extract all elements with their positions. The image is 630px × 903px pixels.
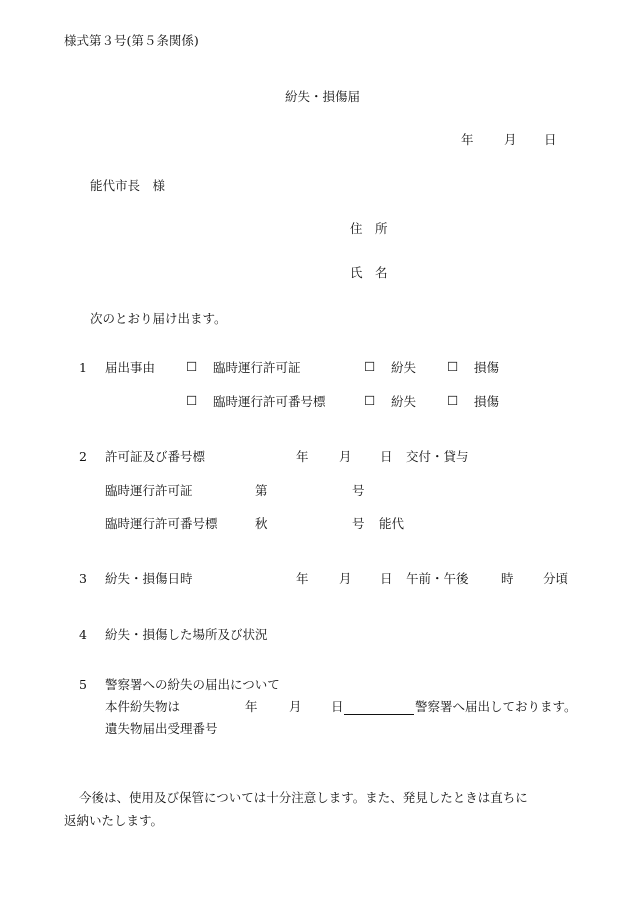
checkbox-plate[interactable]: ☐	[186, 393, 198, 408]
item5-year-label: 年	[245, 699, 258, 714]
item3-hour-label: 時	[501, 571, 514, 586]
address-label: 住 所	[350, 221, 388, 236]
item3-month-label: 月	[339, 571, 352, 586]
item5-line1-suffix: 警察署へ届出しております。	[415, 699, 577, 714]
police-station-blank[interactable]	[344, 714, 414, 715]
item3-number: 3	[79, 571, 87, 586]
item2-plate-label: 臨時運行許可番号標	[105, 516, 218, 531]
date-month-label: 月	[504, 132, 517, 147]
item3-day-label: 日	[380, 571, 393, 586]
item5-line2: 遺失物届出受理番号	[105, 721, 218, 736]
item3-ampm: 午前・午後	[406, 571, 469, 586]
item2-plate-prefix: 秋	[255, 516, 268, 531]
option-plate: 臨時運行許可番号標	[213, 394, 326, 409]
item5-month-label: 月	[289, 699, 302, 714]
checkbox-permit-lost[interactable]: ☐	[364, 359, 376, 374]
item2-plate-city: 能代	[379, 516, 405, 531]
date-day-label: 日	[544, 132, 557, 147]
item2-permit-prefix: 第	[255, 483, 268, 498]
item2-permit-suffix: 号	[352, 483, 365, 498]
item4-number: 4	[79, 627, 87, 642]
option-plate-lost: 紛失	[391, 394, 417, 409]
item2-plate-suffix: 号	[352, 516, 365, 531]
document-title: 紛失・損傷届	[285, 89, 361, 104]
item1-label: 届出事由	[105, 360, 156, 375]
option-permit-damaged: 損傷	[474, 360, 500, 375]
addressee: 能代市長 様	[90, 178, 166, 193]
item3-label: 紛失・損傷日時	[105, 571, 193, 586]
item2-permit-label: 臨時運行許可証	[105, 483, 193, 498]
item2-number: 2	[79, 449, 87, 464]
item2-day-label: 日	[380, 449, 393, 464]
item3-year-label: 年	[296, 571, 309, 586]
checkbox-plate-lost[interactable]: ☐	[364, 393, 376, 408]
item5-number: 5	[79, 677, 87, 692]
checkbox-permit[interactable]: ☐	[186, 359, 198, 374]
item2-year-label: 年	[296, 449, 309, 464]
item2-month-label: 月	[339, 449, 352, 464]
intro-text: 次のとおり届け出ます。	[90, 311, 227, 326]
name-label: 氏 名	[350, 265, 388, 280]
item5-day-label: 日	[331, 699, 344, 714]
closing-line-2: 返納いたします。	[64, 813, 164, 828]
item5-line1-prefix: 本件紛失物は	[105, 699, 181, 714]
item2-issue-type: 交付・貸与	[406, 449, 469, 464]
option-permit: 臨時運行許可証	[213, 360, 301, 375]
item4-label: 紛失・損傷した場所及び状況	[105, 627, 268, 642]
closing-line-1: 今後は、使用及び保管については十分注意します。また、発見したときは直ちに	[79, 790, 528, 805]
date-year-label: 年	[461, 132, 474, 147]
item2-label: 許可証及び番号標	[105, 449, 206, 464]
item5-label: 警察署への紛失の届出について	[105, 677, 280, 692]
checkbox-plate-damaged[interactable]: ☐	[447, 393, 459, 408]
option-plate-damaged: 損傷	[474, 394, 500, 409]
item1-number: 1	[79, 360, 87, 375]
item3-minute-label: 分頃	[543, 571, 569, 586]
checkbox-permit-damaged[interactable]: ☐	[447, 359, 459, 374]
form-number: 様式第３号(第５条関係)	[64, 33, 199, 48]
option-permit-lost: 紛失	[391, 360, 417, 375]
